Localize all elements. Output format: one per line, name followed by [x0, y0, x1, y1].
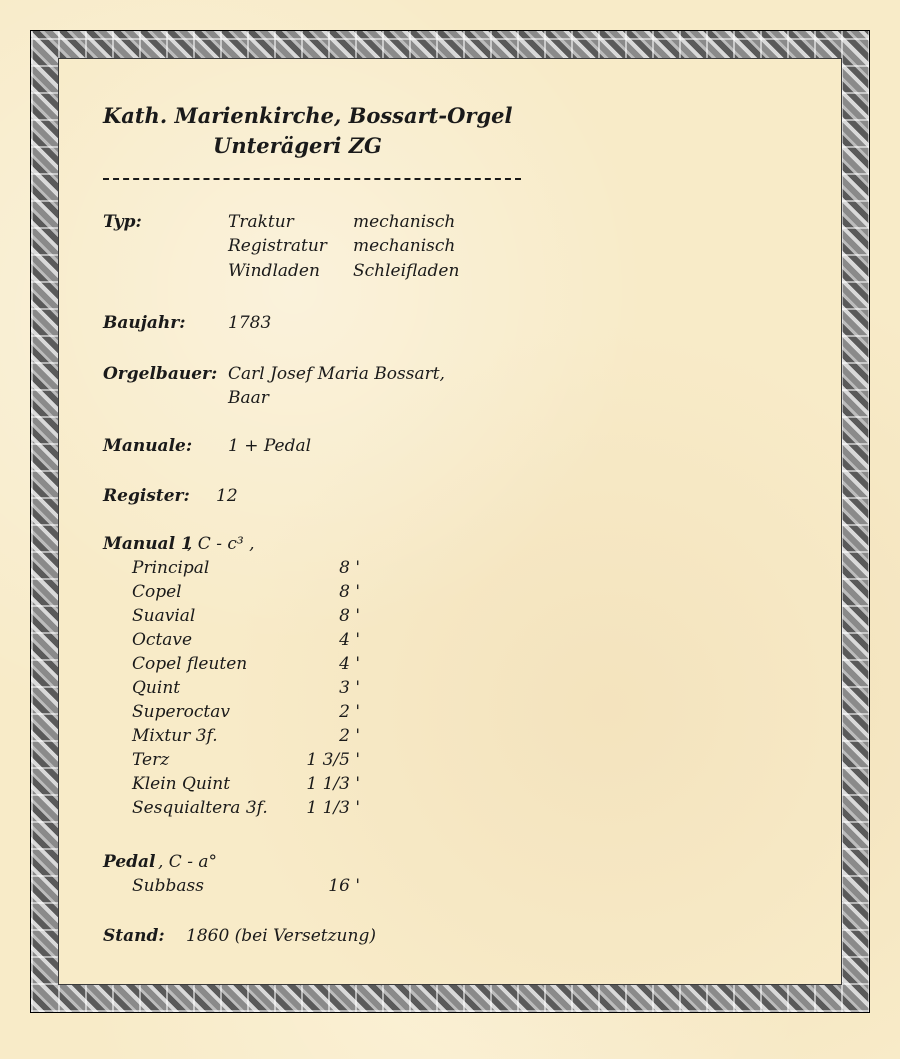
stop-name: Principal [132, 558, 210, 578]
register-value: 12 [216, 486, 238, 506]
typ-row-name: Traktur [228, 212, 294, 232]
typ-row-value: mechanisch [353, 212, 456, 232]
baujahr-value: 1783 [228, 313, 272, 333]
stop-size: 1 1/3 ' [306, 798, 360, 818]
stop-name: Copel [132, 582, 182, 602]
stand-value: 1860 (bei Versetzung) [186, 926, 376, 946]
stop-size: 8 ' [339, 558, 360, 578]
manuale-label: Manuale: [103, 436, 193, 456]
orgelbauer-label: Orgelbauer: [103, 364, 218, 384]
manual1-range: , C - c³ , [187, 534, 255, 554]
manual1-label: Manual 1 [103, 534, 193, 554]
stop-size: 2 ' [339, 726, 360, 746]
orgelbauer-value-line2: Baar [228, 388, 269, 408]
stop-size: 3 ' [339, 678, 360, 698]
typ-row-name: Windladen [228, 261, 320, 281]
stop-name: Klein Quint [132, 774, 231, 794]
stop-size: 8 ' [339, 582, 360, 602]
register-label: Register: [103, 486, 190, 506]
stop-name: Copel fleuten [132, 654, 248, 674]
parchment-panel [58, 58, 842, 985]
stop-size: 1 1/3 ' [306, 774, 360, 794]
stop-size: 8 ' [339, 606, 360, 626]
stop-name: Subbass [132, 876, 204, 896]
pedal-range: , C - a° [158, 852, 218, 872]
stop-name: Terz [132, 750, 170, 770]
pedal-label: Pedal [103, 852, 156, 872]
stop-name: Suavial [132, 606, 196, 626]
stand-label: Stand: [103, 926, 165, 946]
stop-size: 4 ' [339, 654, 360, 674]
title-divider [103, 178, 521, 180]
stop-size: 1 3/5 ' [306, 750, 360, 770]
stop-name: Mixtur 3f. [132, 726, 218, 746]
stop-size: 16 ' [328, 876, 360, 896]
manuale-value: 1 + Pedal [228, 436, 312, 456]
page-title: Kath. Marienkirche, Bossart-Orgel [103, 103, 513, 128]
typ-row-value: mechanisch [353, 236, 456, 256]
baujahr-label: Baujahr: [103, 313, 186, 333]
stop-name: Octave [132, 630, 193, 650]
typ-label: Typ: [103, 212, 142, 232]
stop-name: Superoctav [132, 702, 230, 722]
orgelbauer-value: Carl Josef Maria Bossart, [228, 364, 445, 384]
stop-size: 2 ' [339, 702, 360, 722]
stop-name: Sesquialtera 3f. [132, 798, 268, 818]
typ-row-name: Registratur [228, 236, 327, 256]
stop-name: Quint [132, 678, 181, 698]
page-subtitle: Unterägeri ZG [213, 133, 382, 158]
stop-size: 4 ' [339, 630, 360, 650]
typ-row-value: Schleifladen [353, 261, 460, 281]
